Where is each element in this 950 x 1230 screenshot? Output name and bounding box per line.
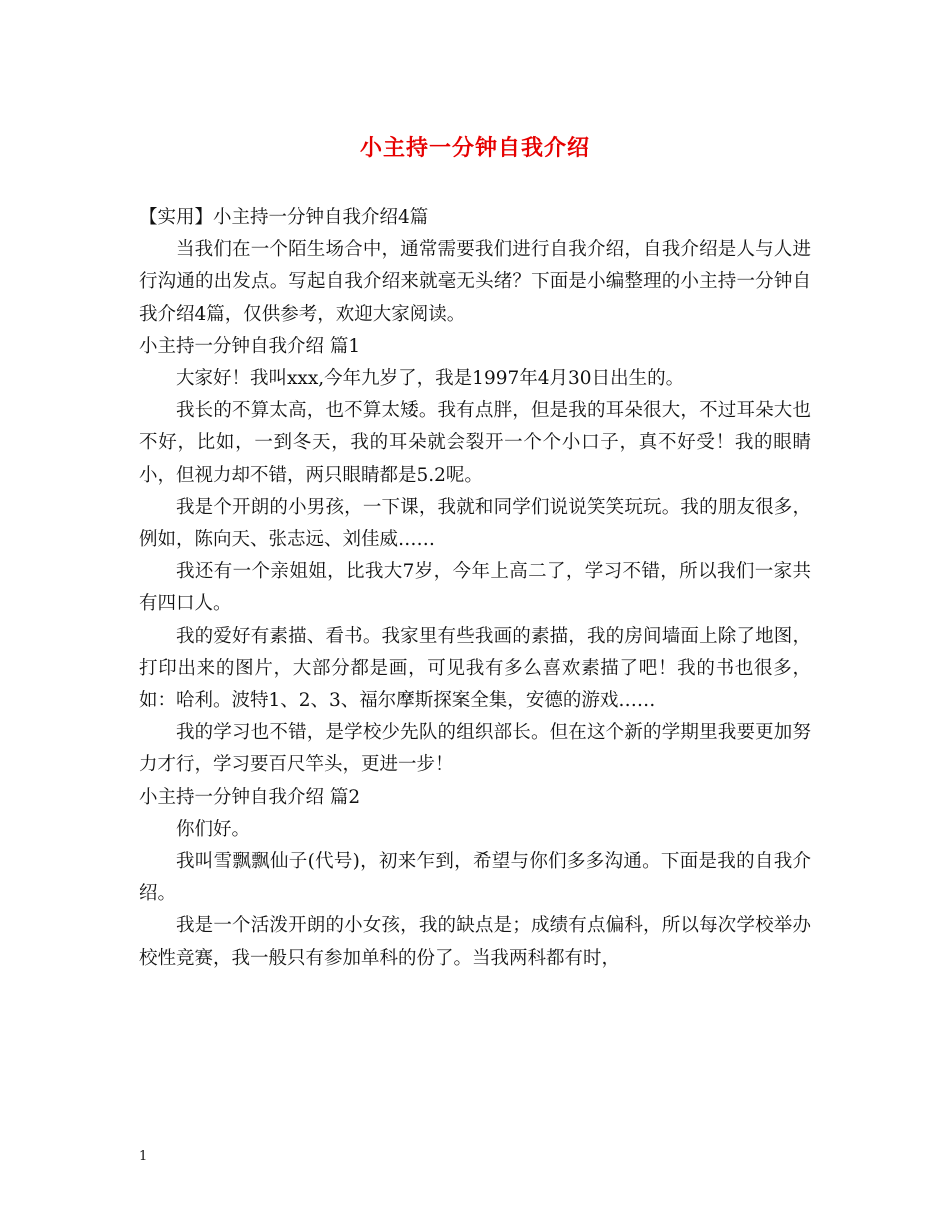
paragraph: 我的爱好有素描、看书。我家里有些我画的素描，我的房间墙面上除了地图，打印出来的图片，大部分都是画，可见我有多么喜欢素描了吧！我的书也很多，如：哈利。波特1、2、3、福尔摩斯探案全集，安德的游戏…… [139,625,811,712]
section-heading: 小主持一分钟自我介绍 篇2 [139,786,361,808]
paragraph: 我是一个活泼开朗的小女孩，我的缺点是；成绩有点偏科，所以每次学校举办校性竞赛，我一般只有参加单科的份了。当我两科都有时， [139,915,811,969]
document-title: 小主持一分钟自我介绍 [359,135,590,161]
page-number: 1 [139,1149,148,1164]
paragraph: 我是个开朗的小男孩，一下课，我就和同学们说说笑笑玩玩。我的朋友很多，例如，陈向天、张志远、刘佳威…… [139,496,811,551]
lead-line: 【实用】小主持一分钟自我介绍4篇 [139,207,429,228]
paragraph: 大家好！我叫xxx,今年九岁了，我是1997年4月30日出生的。 [176,368,685,390]
paragraph: 我叫雪飘飘仙子(代号)，初来乍到，希望与你们多多沟通。下面是我的自我介绍。 [139,851,811,905]
paragraph: 我还有一个亲姐姐，比我大7岁，今年上高二了，学习不错，所以我们一家共有四口人。 [139,561,811,615]
paragraph: 我的学习也不错，是学校少先队的组织部长。但在这个新的学期里我要更加努力才行，学习要百尺竿头，更进一步！ [139,722,811,776]
document-body [139,202,811,975]
paragraph: 你们好。 [176,818,251,840]
paragraph: 我长的不算太高，也不算太矮。我有点胖，但是我的耳朵很大，不过耳朵大也不好，比如，一到冬天，我的耳朵就会裂开一个个小口子，真不好受！我的眼睛小，但视力却不错，两只眼睛都是5.2呢。 [139,400,811,486]
paragraph: 当我们在一个陌生场合中，通常需要我们进行自我介绍，自我介绍是人与人进行沟通的出发点。写起自我介绍来就毫无头绪？下面是小编整理的小主持一分钟自我介绍4篇，仅供参考，欢迎大家阅读。 [139,239,811,325]
section-heading: 小主持一分钟自我介绍 篇1 [139,335,361,357]
